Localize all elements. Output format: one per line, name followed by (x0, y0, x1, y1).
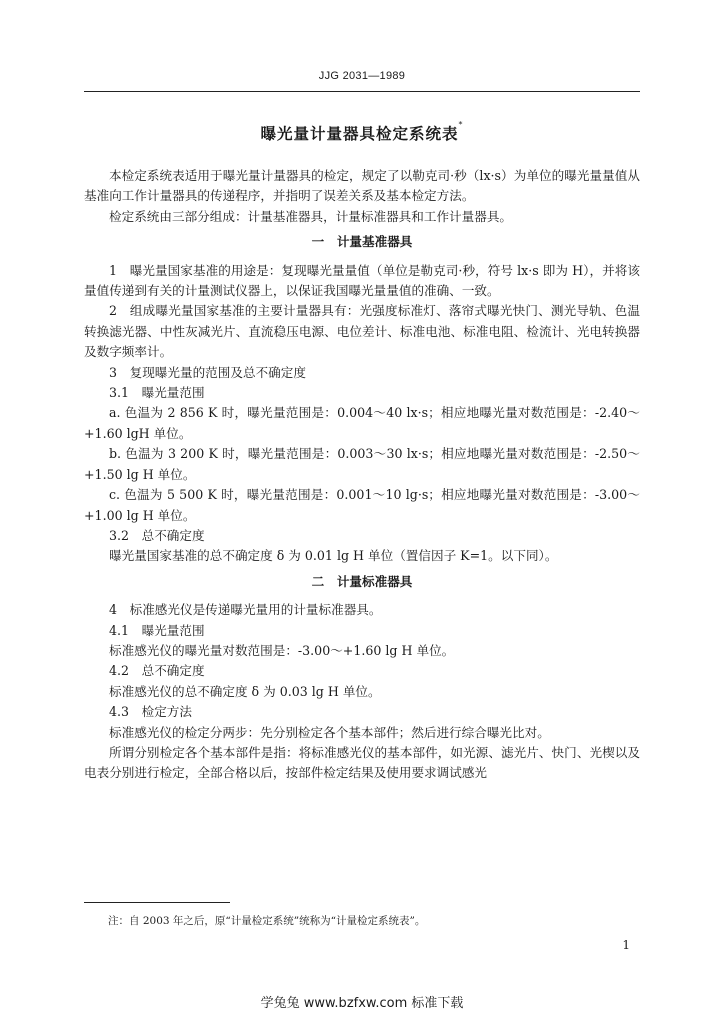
page-number: 1 (622, 938, 630, 952)
clause-4: 4 标准感光仪是传递曝光量用的计量标准器具。 (109, 602, 382, 618)
clause-4-3-text: 标准感光仪的检定分两步：先分别检定各个基本部件；然后进行综合曝光比对。 (109, 724, 550, 740)
clause-3-1-c: c. 色温为 5 500 K 时，曝光量范围是：0.001～10 lg·s；相应地曝光量对数范围是：-3.00～+1.00 lg H 单位。 (84, 487, 640, 523)
clause-2: 2 组成曝光量国家基准的主要计量器具有：光强度标准灯、落帘式曝光快门、测光导轨、色温转换滤光器、中性灰减光片、直流稳压电源、电位差计、标准电池、标准电阻、检流计、光电转换器及数字频率计。 (84, 303, 640, 360)
section-heading-primary-standard: 一 计量基准器具 (311, 234, 413, 250)
document-title (84, 122, 640, 144)
site-watermark: 学兔兔 www.bzfxw.com 标准下载 (260, 996, 464, 1011)
header-rule (84, 91, 640, 92)
clause-3-2-text: 曝光量国家基准的总不确定度 δ 为 0.01 lg H 单位（置信因子 K=1。以下同）。 (109, 548, 558, 564)
title-footnote-marker: * (458, 120, 464, 129)
running-header: JJG 2031—1989 (318, 70, 406, 82)
footnote-rule (84, 902, 230, 903)
clause-4-3-detail: 所谓分别检定各个基本部件是指：将标准感光仪的基本部件，如光源、滤光片、快门、光楔以及电表分别进行检定，全部合格以后，按部件检定结果及使用要求调试感光 (84, 744, 640, 781)
clause-4-2-heading: 4.2 总不确定度 (109, 663, 205, 679)
clause-1: 1 曝光量国家基准的用途是：复现曝光量量值（单位是勒克司·秒，符号 lx·s 即为 H），并将该量值传递到有关的计量测试仪器上，以保证我国曝光量量值的准确、一致。 (84, 262, 640, 299)
clause-3-2-heading: 3.2 总不确定度 (109, 527, 205, 543)
clause-3-1-b: b. 色温为 3 200 K 时，曝光量范围是：0.003～30 lx·s；相应地曝光量对数范围是：-2.50～+1.50 lg H 单位。 (84, 446, 640, 482)
clause-3-1-a: a. 色温为 2 856 K 时，曝光量范围是：0.004～40 lx·s；相应地曝光量对数范围是：-2.40～+1.60 lgH 单位。 (84, 405, 640, 441)
clause-4-1-text: 标准感光仪的曝光量对数范围是：-3.00～+1.60 lg H 单位。 (109, 642, 455, 658)
clause-3-1-heading: 3.1 曝光量范围 (109, 385, 205, 401)
clause-4-3-heading: 4.3 检定方法 (109, 704, 192, 720)
body-content (84, 166, 640, 784)
footnote: 注：自 2003 年之后，原“计量检定系统”统称为“计量检定系统表”。 (108, 915, 426, 927)
clause-3-heading: 3 复现曝光量的范围及总不确定度 (109, 364, 306, 380)
title-text: 曝光量计量器具检定系统表 (260, 125, 459, 143)
clause-4-2-text: 标准感光仪的总不确定度 δ 为 0.03 lg H 单位。 (109, 683, 381, 699)
intro-paragraph-1: 本检定系统表适用于曝光量计量器具的检定，规定了以勒克司·秒（lx·s）为单位的曝光量量值从基准向工作计量器具的传递程序，并指明了误差关系及基本检定方法。 (84, 168, 640, 204)
intro-paragraph-2: 检定系统由三部分组成：计量基准器具，计量标准器具和工作计量器具。 (109, 208, 512, 224)
clause-4-1-heading: 4.1 曝光量范围 (109, 622, 205, 638)
section-heading-standard-instruments: 二 计量标准器具 (311, 573, 413, 589)
